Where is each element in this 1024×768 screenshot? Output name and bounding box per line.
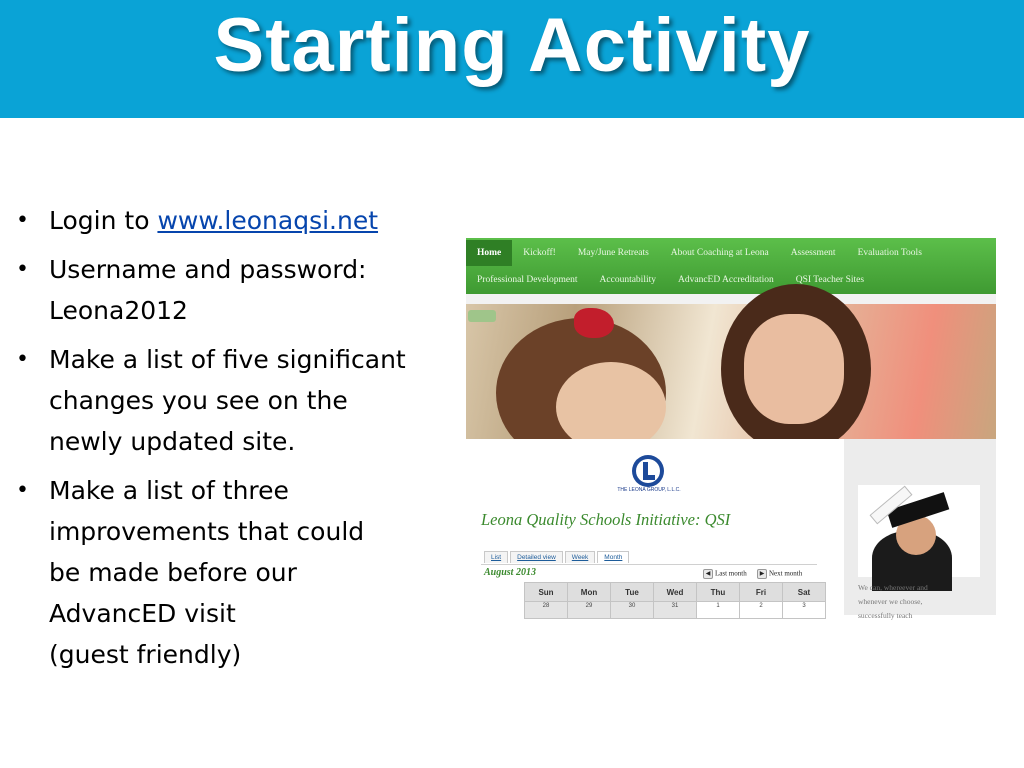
calendar-cell[interactable]: 29 [568, 602, 611, 619]
day-mon: Mon [568, 583, 611, 602]
calendar-week-row [525, 602, 826, 619]
bullet-icon: • [16, 208, 29, 233]
bullet-line: Make a list of three [49, 476, 289, 505]
nav-advanced-accreditation[interactable]: AdvancED Accreditation [678, 275, 774, 285]
tab-week[interactable]: Week [565, 551, 596, 563]
chevron-right-icon: ▶ [757, 569, 767, 579]
bullet-line: Leona2012 [49, 296, 188, 325]
nav-professional-development[interactable]: Professional Development [477, 275, 578, 285]
bullet-line: changes you see on the [49, 386, 348, 415]
calendar-tabs [484, 551, 631, 563]
bullet-line: (guest friendly) [49, 640, 242, 669]
bullet-line: AdvancED visit [49, 599, 236, 628]
calendar-day-header [525, 583, 826, 602]
next-month-label: Next month [769, 569, 803, 578]
calendar-cell[interactable]: 31 [654, 602, 697, 619]
slide-title: Starting Activity [213, 3, 811, 88]
tab-list[interactable]: List [484, 551, 508, 563]
graduate-photo [858, 485, 980, 577]
bullet-improvements [14, 470, 454, 675]
calendar-cell[interactable]: 1 [697, 602, 740, 619]
photo-tab-decoration [468, 310, 496, 322]
sidebar-quote-line: We can, whereever and [858, 583, 928, 592]
bullet-line: improvements that could [49, 517, 365, 546]
day-sun: Sun [525, 583, 568, 602]
tab-month[interactable]: Month [597, 551, 629, 563]
bullet-line: be made before our [49, 558, 297, 587]
sidebar-quote-line: whenever we choose, [858, 597, 923, 606]
day-sat: Sat [783, 583, 826, 602]
title-banner [0, 0, 1024, 118]
hair-bow [574, 308, 614, 338]
calendar-row-stub [486, 609, 514, 615]
sidebar-quote [858, 581, 978, 623]
calendar-cell[interactable]: 2 [740, 602, 783, 619]
bullet-icon: • [16, 257, 29, 282]
last-month-button[interactable] [703, 569, 747, 579]
bullet-icon: • [16, 478, 29, 503]
last-month-label: Last month [715, 569, 747, 578]
day-thu: Thu [697, 583, 740, 602]
bullet-login [14, 200, 454, 241]
bullet-line: newly updated site. [49, 427, 296, 456]
website-screenshot [466, 238, 996, 620]
site-nav [466, 238, 996, 294]
nav-row-1 [466, 240, 933, 266]
calendar-cell[interactable]: 30 [611, 602, 654, 619]
calendar-cell[interactable]: 28 [525, 602, 568, 619]
nav-accountability[interactable]: Accountability [599, 275, 656, 285]
nav-coaching[interactable]: About Coaching at Leona [670, 248, 769, 258]
logo-caption: THE LEONA GROUP, L.L.C. [617, 487, 681, 493]
hero-photo [466, 304, 996, 439]
nav-retreats[interactable]: May/June Retreats [577, 248, 649, 258]
next-month-button[interactable] [757, 569, 802, 579]
sidebar-quote-line: successfully teach [858, 611, 913, 620]
bullet-credentials [14, 249, 454, 331]
day-tue: Tue [611, 583, 654, 602]
nav-qsi-teacher-sites[interactable]: QSI Teacher Sites [795, 275, 865, 285]
site-main-content [466, 439, 844, 615]
day-wed: Wed [654, 583, 697, 602]
nav-home[interactable]: Home [466, 240, 512, 266]
site-sidebar [844, 439, 996, 620]
bullet-list [14, 200, 454, 683]
calendar-month: August 2013 [484, 567, 536, 578]
calendar-cell[interactable]: 3 [783, 602, 826, 619]
bullet-icon: • [16, 347, 29, 372]
calendar-grid [524, 582, 826, 619]
tab-detailed-view[interactable]: Detailed view [510, 551, 563, 563]
teacher-face [744, 314, 844, 424]
day-fri: Fri [740, 583, 783, 602]
nav-assessment[interactable]: Assessment [790, 248, 836, 258]
chevron-left-icon: ◀ [703, 569, 713, 579]
site-link[interactable]: www.leonaqsi.net [157, 206, 379, 235]
bullet-text: Login to [49, 206, 158, 235]
nav-kickoff[interactable]: Kickoff! [523, 248, 556, 258]
bullet-changes [14, 339, 454, 462]
bullet-line: Make a list of five significant [49, 345, 406, 374]
site-heading: Leona Quality Schools Initiative: QSI [481, 510, 731, 529]
calendar-header [481, 564, 817, 581]
nav-evaluation-tools[interactable]: Evaluation Tools [857, 248, 922, 258]
bullet-line: Username and password: [49, 255, 367, 284]
